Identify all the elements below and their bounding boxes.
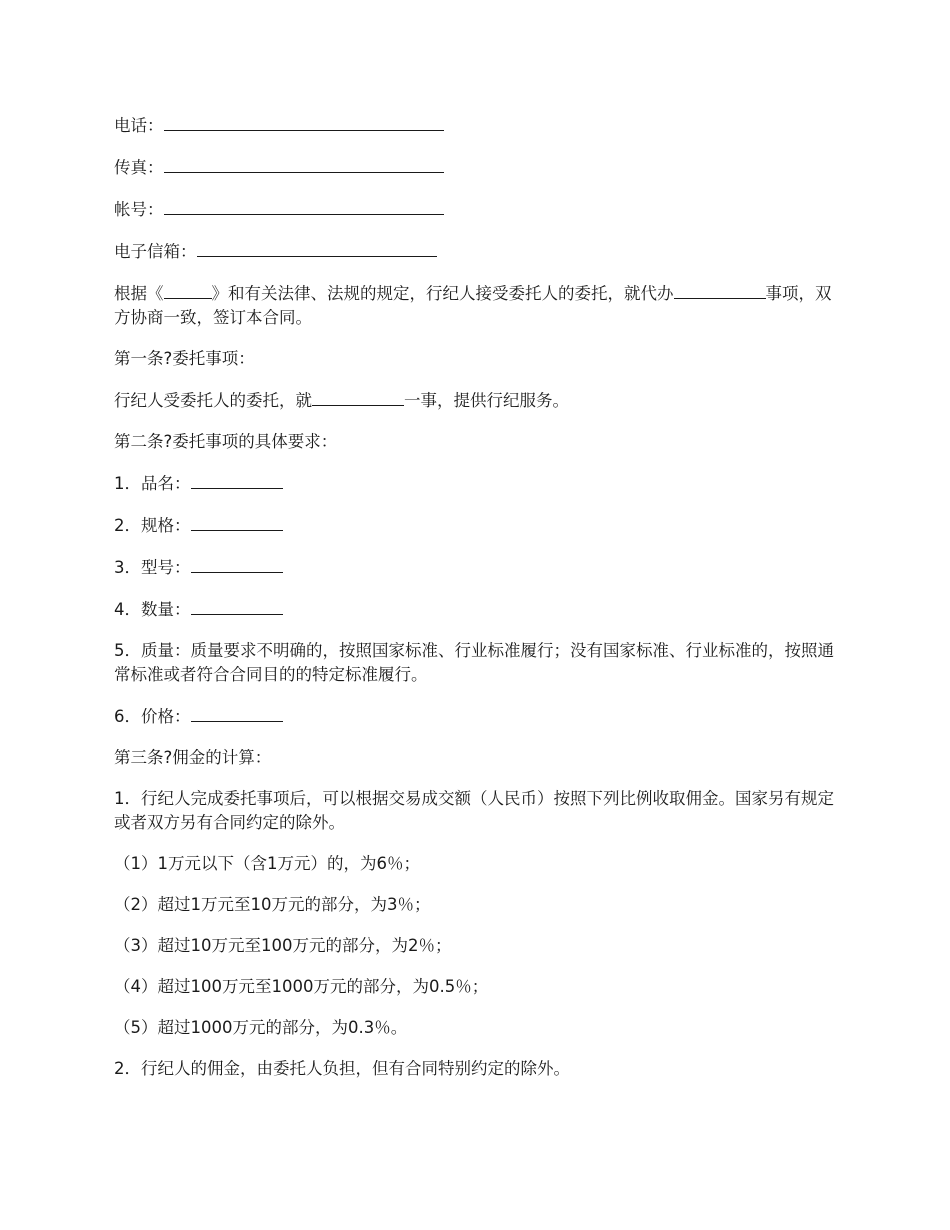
- item3-blank[interactable]: [191, 555, 283, 573]
- fax-field: [114, 155, 836, 180]
- item-model: [114, 555, 836, 580]
- intro-paragraph: [114, 281, 836, 330]
- item1-blank[interactable]: [191, 471, 283, 489]
- email-blank[interactable]: [197, 239, 437, 257]
- account-field: [114, 197, 836, 222]
- phone-label: 电话：: [114, 116, 164, 135]
- article2-title: 第二条?委托事项的具体要求：: [114, 432, 338, 451]
- phone-blank[interactable]: [164, 113, 444, 131]
- article1-text-after: 一事，提供行纪服务。: [404, 391, 569, 410]
- phone-field: [114, 113, 836, 138]
- commission-clause-2: 2．行纪人的佣金，由委托人负担，但有合同特别约定的除外。: [114, 1059, 570, 1078]
- intro-part1: 根据《: [114, 284, 164, 303]
- item2-label: 2．规格：: [114, 516, 191, 535]
- article1-blank[interactable]: [312, 388, 404, 406]
- article1-title: 第一条?委托事项：: [114, 349, 255, 368]
- contract-body: [114, 113, 836, 1098]
- item6-blank[interactable]: [191, 704, 283, 722]
- commission-rate-4: （4）超过100万元至1000万元的部分，为0.5％；: [114, 977, 489, 996]
- commission-rate-3: （3）超过10万元至100万元的部分，为2％；: [114, 936, 452, 955]
- fax-blank[interactable]: [164, 155, 444, 173]
- item4-label: 4．数量：: [114, 600, 191, 619]
- item2-blank[interactable]: [191, 513, 283, 531]
- item-specification: [114, 513, 836, 538]
- account-label: 帐号：: [114, 200, 164, 219]
- commission-rate-2: （2）超过1万元至10万元的部分，为3％；: [114, 895, 431, 914]
- item-price: [114, 704, 836, 729]
- matter-blank[interactable]: [674, 281, 766, 299]
- commission-rate-5: （5）超过1000万元的部分，为0.3％。: [114, 1018, 408, 1037]
- commission-rate-1: （1）1万元以下（含1万元）的，为6％；: [114, 854, 420, 873]
- intro-part3: 事项，双方协商一致，签订本合同。: [114, 284, 832, 327]
- account-blank[interactable]: [164, 197, 444, 215]
- item-quality: 5．质量：质量要求不明确的，按照国家标准、行业标准履行；没有国家标准、行业标准的，按照通常标准或者符合合同目的的特定标准履行。: [114, 641, 834, 684]
- article1-text: [114, 388, 836, 413]
- item-quantity: [114, 597, 836, 622]
- item-product-name: [114, 471, 836, 496]
- email-label: 电子信箱：: [114, 242, 197, 261]
- item3-label: 3．型号：: [114, 558, 191, 577]
- item6-label: 6．价格：: [114, 707, 191, 726]
- fax-label: 传真：: [114, 158, 164, 177]
- article3-title: 第三条?佣金的计算：: [114, 748, 272, 767]
- item4-blank[interactable]: [191, 597, 283, 615]
- intro-part2: 》和有关法律、法规的规定，行纪人接受委托人的委托，就代办: [211, 284, 674, 303]
- email-field: [114, 239, 836, 264]
- commission-clause-1: 1．行纪人完成委托事项后，可以根据交易成交额（人民币）按照下列比例收取佣金。国家另有规定或者双方另有合同约定的除外。: [114, 789, 834, 832]
- law-name-blank[interactable]: [164, 281, 212, 299]
- article1-text-before: 行纪人受委托人的委托，就: [114, 391, 312, 410]
- item1-label: 1．品名：: [114, 474, 191, 493]
